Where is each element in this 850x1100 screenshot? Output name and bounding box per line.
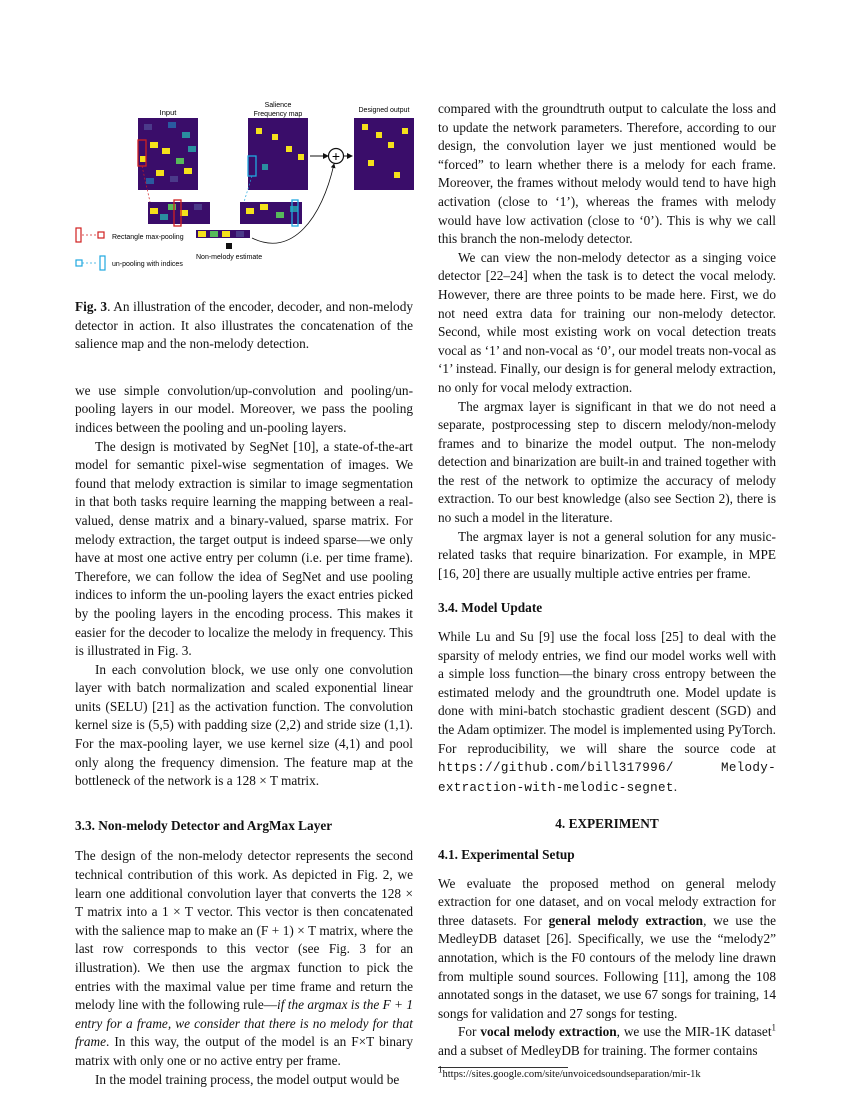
- designed-output-heatmap: [354, 118, 414, 190]
- paragraph: In each convolution block, we use only one convolution layer with batch normalization and scaled exponential linear units (SELU) [21] as the activation function. The convolution kernel size is (5,5) with padding size (2,2) and stride size (1,1). For the max-pooling layer, we use kernel size (4,1) and pool only along the frequency dimension. The feature map at the bottleneck of the network is a 128 × T matrix.: [75, 661, 413, 789]
- plus-sign: +: [331, 148, 341, 164]
- repo-url[interactable]: https://github.com/bill317996/: [438, 761, 674, 776]
- salience-heatmap: [248, 118, 308, 190]
- legend-unpooling: un-pooling with indices: [112, 261, 183, 268]
- figure-3-diagram: [72, 98, 418, 276]
- legend: [76, 228, 184, 270]
- legend-max-pooling: Rectangle max-pooling: [112, 234, 184, 241]
- figure-caption: [75, 298, 413, 354]
- left-column: [75, 290, 413, 1089]
- label-input: Input: [159, 108, 177, 117]
- paragraph: For vocal melody extraction, we use the MIR-1K dataset$^1$ and a subset of MedleyDB for training. The former contains: [438, 1022, 777, 1058]
- section-heading-3-3: 3.3. Non-melody Detector and ArgMax Layer: [75, 817, 333, 833]
- section-heading-4-1: 4.1. Experimental Setup: [438, 846, 575, 862]
- footnote-url[interactable]: https://sites.google.com/site/unvoicedsoundseparation/mir-1k: [442, 1068, 701, 1080]
- paragraph: we use simple convolution/up-convolution and pooling/un-pooling layers in our model. Moreover, we pass the pooling indices between the pooling and un-pooling layers.: [75, 382, 413, 435]
- paragraph: The argmax layer is significant in that we do not need a separate, postprocessing step to discern melody/non-melody frames and to binarize the model output. The non-melody detection and binarization are built-in and trained together with the rest of the network to optimize the accuracy of melody extraction. To our best knowledge (also see Section 2), there is no such a model in the literature.: [438, 398, 776, 526]
- right-column: [438, 100, 776, 1082]
- paragraph: We evaluate the proposed method on general melody extraction for one dataset, and on vocal melody extraction for three datasets. For general melody extraction, we use the MedleyDB dataset [26]. Specifically, we use the “melody2” annotation, which is the F0 contours of the melody line drawn from multiple sound sources. Following [11], among the 108 annotated songs in the dataset, we use 67 songs for training, 14 songs for validation and 27 songs for testing.: [438, 875, 777, 1021]
- section-heading-3-4: 3.4. Model Update: [438, 600, 543, 616]
- footnote: $^1$https://sites.google.com/site/unvoicedsoundseparation/mir-1k: [438, 1064, 701, 1080]
- paragraph: The design is motivated by SegNet [10], a state-of-the-art model for semantic pixel-wise segmentation of images. We found that melody extraction is similar to image segmentation in that both tasks require learning the mapping between a real-valued, dense matrix and a binary-valued, sparse matrix. For melody extraction, the target output is indeed sparse—we only have at most one active entry per column (i.e. per time frame). Therefore, we can follow the idea of SegNet and use pooling indices to inform the un-pooling layers the exact entries picked by the pooling layers in the encoding process. This makes it easier for the decoder to localize the melody in frequency. This is illustrated in Fig. 3.: [75, 438, 413, 659]
- paragraph: While Lu and Su [9] use the focal loss [25] to deal with the sparsity of melody entries, we find our model works well with a simple loss function—the binary cross entropy between the estimated melody and the groundtruth one. Model update is done with mini-batch stochastic gradient descent (SGD) and the Adam optimizer. The model is implemented using PyTorch. For reproducibility, we will share the source code at https://github.com/bill317996/ Melody-extraction-with-melodic-segnet.: [438, 629, 776, 795]
- caption-text: . An illustration of the encoder, decoder, and non-melody detector in action. It also illustrates the concatenation of the salience map and the non-melody detection.: [75, 299, 413, 352]
- label-non-melody-estimate: Non-melody estimate: [196, 254, 263, 261]
- section-heading-4: 4. EXPERIMENT: [555, 816, 659, 832]
- paragraph: We can view the non-melody detector as a singing voice detector [22–24] when the task is to detect the vocal melody. However, there are three points to be made here. First, we do not need extra data for training our non-melody detector. Second, while most existing work on vocal detection treats vocal as ‘1’ and non-vocal as ‘0’, our model treats non-vocal as ‘1’ instead. Finally, our design is for general melody extraction, no only for vocal melody extraction.: [438, 249, 776, 395]
- caption-label: Fig. 3: [75, 299, 108, 314]
- label-frequency-map: Frequency map: [253, 111, 303, 118]
- label-salience: Salience: [264, 102, 292, 109]
- paragraph: The argmax layer is not a general solution for any music-related tasks that require binarization. For example, in MPE [16, 20] there are usually multiple active entries per frame.: [438, 528, 776, 581]
- paragraph: compared with the groundtruth output to calculate the loss and to update the network parameters. Therefore, according to our design, the convolution layer we just mentioned would be “forced” to learn whether there is a melody for each frame. Moreover, the frames without melody would tend to have high activation (close to ‘1’), whereas the frames with melody would have low activation (close to ‘0’). This is why we call this branch the non-melody detector.: [438, 101, 776, 247]
- label-designed-output: Designed output: [358, 107, 410, 114]
- repo-url-cont[interactable]: Melody-extraction-with-melodic-segnet: [438, 761, 776, 795]
- paragraph: The design of the non-melody detector represents the second technical contribution of this work. As depicted in Fig. 2, we learn one additional convolution layer that converts the 128 × T matrix into a 1 × T vector. This vector is then concatenated with the salience map to make an (F + 1) × T matrix, where the last row corresponds to this vector (see Fig. 3 for an illustration). We then use the argmax function to pick the entries with the maximal value per time frame and return the melody line with the following rule—if the argmax is the F + 1 entry for a frame, we consider that there is no melody for that frame. In this way, the output of the model is an F×T binary matrix with only one or no active entry per frame.: [75, 848, 413, 1068]
- paragraph: In the model training process, the model output would be: [95, 1071, 400, 1087]
- input-heatmap: [138, 118, 198, 190]
